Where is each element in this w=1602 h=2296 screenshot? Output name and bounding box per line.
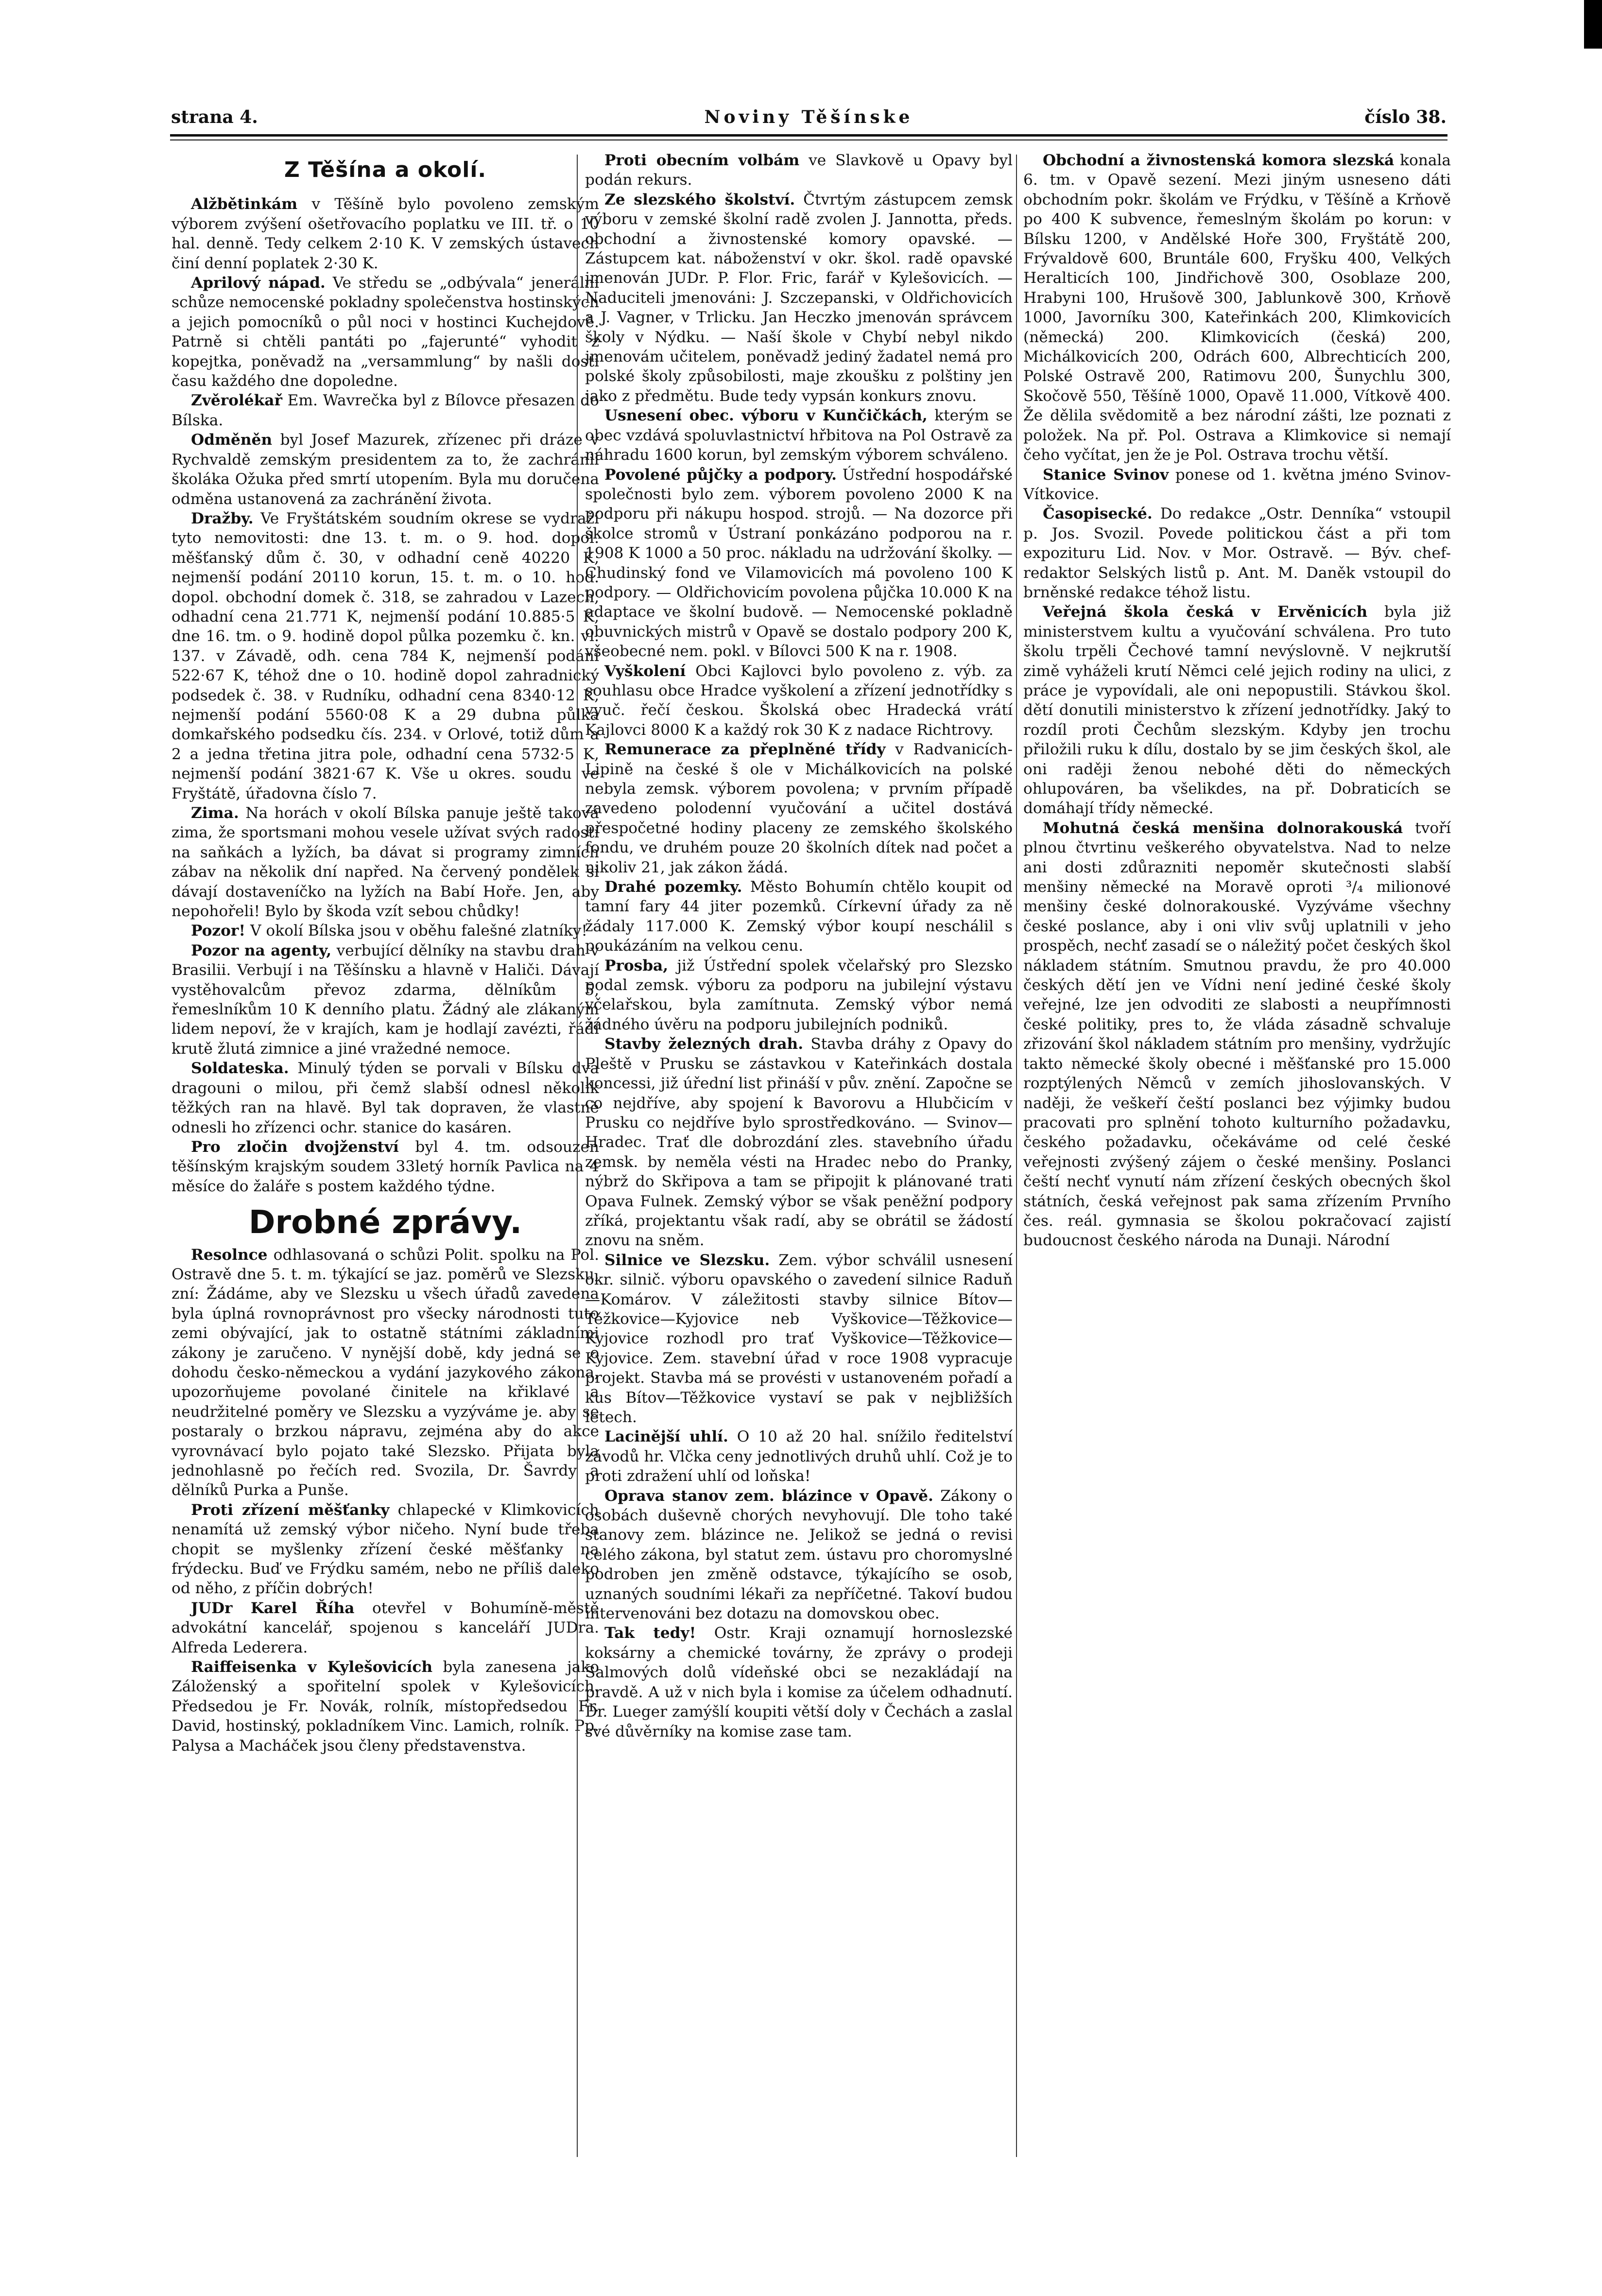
article-body: Zem. výbor schválil usnesení okr. silnič. výboru opavského o zavedení silnice Raduň—Komárov. V záležitosti stavby silnice Bítov—Těžkovice—Kyjovice neb Vyškovice—Těžkovice—Kyjovice rozhodl pro trať Vyškovice—Těžkovice—Kyjovice. Zem. stavební úřad v roce 1908 vypracuje projekt. Stavba má se provésti v ustanoveném pořadí a kus Bítov—Těžkovice vystaví se pak v nejbližších letech. bbox=[585, 1251, 1013, 1426]
section-heading: Drobné zprávy. bbox=[248, 1203, 522, 1241]
article-headline: Mohutná česká menšina dolnorakouská bbox=[1043, 819, 1403, 837]
article-headline: Prosba, bbox=[604, 957, 669, 974]
header-rule-thin bbox=[170, 139, 1447, 140]
article bbox=[585, 1251, 1013, 1427]
article bbox=[172, 509, 599, 803]
article bbox=[172, 1137, 599, 1196]
article-body: chlapecké v Klimkovicích nenamítá už zemský výbor ničeho. Nyní bude třeba chopit se myšlenky zřízení české měšťanky na frýdecku. Buď ve Frýdku samém, nebo ne příliš daleko od něho, z příčin dobrých! bbox=[172, 1501, 599, 1598]
article bbox=[172, 803, 599, 921]
article-body: konala 6. tm. v Opavě sezení. Mezi jiným usneseno dáti obchodním pokr. školám ve Frýdku, v Těšíně a Krňově po 400 K subvence, řemeslným školám po korun: v Bílsku 1200, v Andělské Hoře 300, Fryštátě 200, Frývaldově 600, Bruntále 600, Fryšku 400, Velkých Heralticích 100, Jindřichově 300, Osoblaze 200, Hrabyni 100, Hrušově 300, Jablunkově 300, Krňově 1000, Javorníku 300, Kateřinkách 200, Klimkovicích (německá) 200. Klimkovicích (česká) 200, Michálkovicích 200, Odrách 600, Albrechticích 200, Polské Ostravě 200, Ratimovu 200, Šunychlu 300, Skočově 550, Těšíně 1000, Opavě 11.000, Vítkově 400. Že dělila svědomitě a bez národní zášti, lze poznati z položek. Na př. Pol. Ostrava a Klimkovice si nemají čeho vyčítat, jen že je Pol. Ostrava trochu větší. bbox=[1023, 152, 1451, 464]
article bbox=[172, 273, 599, 391]
article-body: Minulý týden se porvali v Bílsku dva dragouni o milou, při čemž slabší odnesl několik těžkých ran na hlavě. Byl tak dopraven, že vlastně odnesli ho zřízenci ochr. stanice do kasáren. bbox=[172, 1060, 599, 1136]
article bbox=[1023, 818, 1451, 1251]
article bbox=[172, 941, 599, 1059]
article-headline: Stavby železných drah. bbox=[604, 1035, 804, 1053]
article-headline: Proti zřízení měšťanky bbox=[191, 1501, 390, 1519]
article-body: Ústřední hospodářské společnosti bylo zem. výborem povoleno 2000 K na podporu při nákupu hospod. strojů. — Na dozorce při školce stromů v Ústraní ponkázáno podporou na r. 1908 K 1000 a 50 proc. nákladu na udržování školky. — Chudinský fond ve Vilamovicích má povoleno 100 K podpory. — Oldřichovicím povolena půjčka 10.000 K na adaptace ve školní budově. — Nemocenské pokladně obuvnických mistrů v Opavě se dostalo podpory 200 K, všeobecné nem. pokl. v Bílovci 500 K na r. 1908. bbox=[585, 466, 1013, 661]
article-body: Ve Fryštátském soudním okrese se vydraží tyto nemovitosti: dne 13. t. m. o 9. hod. dopol. měšťanský dům č. 30, v odhadní ceně 40220 K, nejmenší podání 20110 korun, 15. t. m. o 10. hod. dopol. obchodní domek č. 318, se zahradou v Lazech, odhadní cena 21.771 K, nejmenší podání 10.885·5 K, dne 16. tm. o 9. hodině dopol půlka pozemku č. kn. vl. 137. v Závadě, odh. cena 784 K, nejmenší podání 522·67 K, téhož dne o 10. hodině dopol zahradnický podsedek č. 38. v Rudníku, odhadní cena 8340·12 K, nejmenší podání 5560·08 K a 29 dubna půlka domkařského podsedku čís. 234. v Orlové, totiž dům a 2 a jedna třetina jitra pole, odhadní cena 5732·5 K, nejmenší podání 3821·67 K. Vše u okres. soudu ve Fryštátě, úřadovna číslo 7. bbox=[172, 509, 599, 802]
article bbox=[585, 740, 1013, 877]
article-headline: Usnesení obec. výboru v Kunčičkách, bbox=[604, 407, 928, 425]
article-body: v Těšíně bylo povoleno zemským výborem zvýšení ošetřovacího poplatku ve III. tř. o 10 hal. denně. Tedy celkem 2·10 K. V zemských ústavech činí denní poplatek 2·30 K. bbox=[172, 195, 599, 272]
article-body: Stavba dráhy z Opavy do Pleště v Prusku se zástavkou v Kateřinkách dostala koncessi, již úřední list přináší v pův. znění. Započne se co nejdříve, aby spojení k Bavorovu a Hlubčicím v Prusku co nejdříve bylo sprostředkováno. — Svinov—Hradec. Trať dle dobrozdání zles. stavebního úřadu zemsk. by neměla vésti na Hradec nebo do Pranky, nýbrž do Skřipova a tam se připojit k plánované trati Opava Fulnek. Zemský výbor se však peněžní podpory zříká, projektantu však radí, aby se obrátil se žádostí znovu na sněm. bbox=[585, 1035, 1013, 1250]
article bbox=[1023, 504, 1451, 602]
article-body: Obci Kajlovci bylo povoleno z. výb. za souhlasu obce Hradce vyškolení a zřízení jednotřídky s vyuč. řečí českou. Školská obec Hradecká vrátí Kajlovci 8000 K a každý rok 30 K z nadace Richtrovy. bbox=[585, 662, 1013, 739]
article-headline: JUDr Karel Říha bbox=[191, 1599, 355, 1617]
article-headline: Resolnce bbox=[191, 1246, 268, 1264]
article-headline: Drahé pozemky. bbox=[604, 878, 742, 896]
article-body: ponese od 1. května jméno Svinov-Vítkovice. bbox=[1023, 466, 1451, 503]
column-divider bbox=[1016, 155, 1017, 2157]
article bbox=[585, 1486, 1013, 1624]
article-body: Čtvrtým zástupcem zemsk výboru v zemské školní radě zvolen J. Jannotta, předs. obchodní a živnostenské komory opavské. — Zástupcem kat. náboženství v okr. škol. radě opavské jmenován JUDr. P. Flor. Fric, farář v Kylešovicích. — Naduciteli jmenováni: J. Szczepanski, v Oldřichovicích a J. Vagner, v Trlicku. Jan Heczko jmenován správcem školy v Nýdku. — Naší škole v Chybí nebyl nikdo jmenovám učitelem, poněvadž jediný žadatel nemá pro polské školy způsobilosti, maje zkoušku z polštiny jen jako z předmětu. Bude tedy vypsán konkurs znovu. bbox=[585, 191, 1013, 405]
article-headline: Silnice ve Slezsku. bbox=[604, 1251, 770, 1269]
article-headline: Časopisecké. bbox=[1043, 505, 1153, 523]
article-body: Em. Wavrečka byl z Bílovce přesazen do Bílska. bbox=[172, 392, 599, 429]
newspaper-title: Noviny Těšínske bbox=[704, 107, 913, 127]
article bbox=[585, 1427, 1013, 1486]
article-headline: Aprilový nápad. bbox=[191, 274, 326, 292]
article bbox=[1023, 602, 1451, 818]
article-body: V okolí Bílska jsou v oběhu falešné zlatníky! bbox=[245, 922, 587, 940]
article bbox=[172, 1245, 599, 1500]
article-body: Město Bohumín chtělo koupit od tamní fary 44 jiter pozemků. Církevní úřady za ně žádaly 117.000 K. Zemský výbor koupí neschálil s poukázáním na velkou cenu. bbox=[585, 878, 1013, 955]
article-headline: Pozor! bbox=[191, 922, 246, 940]
article-body: již Ústřední spolek včelařský pro Slezsko podal zemsk. výboru za podporu na jubilejní výstavu včelařskou, byla zamítnuta. Zemský výbor nemá žádného úvěru na podporu jubilejních podniků. bbox=[585, 957, 1013, 1033]
article bbox=[172, 391, 599, 430]
article-headline: Stanice Svinov bbox=[1043, 466, 1169, 484]
article-headline: Zima. bbox=[191, 804, 239, 822]
article-body: byla zanesena jako Záloženský a spořitelní spolek v Kylešovicích. Předsedou je Fr. Novák, rolník, místopředsedou Fr. David, hostinský, pokladníkem Vinc. Lamich, rolník. Pp. Palysa a Macháček jsou členy představenstva. bbox=[172, 1658, 599, 1755]
article bbox=[585, 661, 1013, 740]
article bbox=[1023, 151, 1451, 465]
scan-edge-mark bbox=[1584, 0, 1602, 49]
article-body: Zákony o osobách duševně chorých nevyhovují. Dle toho také stanovy zem. blázince ne. Jelikož se jedná o revisi celého zákona, byl statut zem. ústavu pro choromyslné podroben jen změně odstavce, týkajícího se osob, uznaných soudními lékaři za nepříčetné. Takoví budou intervenováni bez dotazu na domovskou obec. bbox=[585, 1487, 1013, 1623]
article-headline: Vyškolení bbox=[604, 662, 686, 680]
article bbox=[585, 1623, 1013, 1741]
article bbox=[172, 1657, 599, 1756]
article-headline: Remunerace za přeplněné třídy bbox=[604, 741, 886, 759]
article bbox=[172, 1500, 599, 1599]
article-headline: Pozor na agenty, bbox=[191, 941, 332, 959]
article bbox=[585, 956, 1013, 1035]
article-body: otevřel v Bohumíně-městě advokátní kancelář, spojenou s kanceláří JUDra. Alfreda Lederera. bbox=[172, 1599, 599, 1656]
page-header bbox=[171, 107, 1447, 131]
article-headline: Obchodní a živnostenská komora slezská bbox=[1043, 152, 1395, 169]
article-body: kterým se obec vzdává spoluvlastnictví hřbitova na Pol Ostravě za náhradu 1600 korun, byl zemským výborem schváleno. bbox=[585, 407, 1013, 464]
article-headline: Oprava stanov zem. blázince v Opavě. bbox=[604, 1487, 933, 1505]
column-3 bbox=[1023, 151, 1451, 2143]
header-rule bbox=[170, 134, 1447, 137]
article-body: Ve středu se „odbývala“ jenerální schůze nemocenské pokladny společenstva hostinských a jejich pomocníků o půl noci v hostinci Kuchejdově. Patrně si chtěli pantáti po „fajerunté“ vyhodit z kopejtka, poněvadž na „versammlung“ by našli dosti času každého dne dopoledne. bbox=[172, 274, 599, 390]
article-body: Do redakce „Ostr. Denníka“ vstoupil p. Jos. Svozil. Povede politickou část a při tom expozituru Lid. Nov. v Mor. Ostravě. — Býv. chef-redaktor Selských listů p. Ant. M. Daněk vstoupil do brněnské redakce téhož listu. bbox=[1023, 505, 1451, 601]
article bbox=[172, 1059, 599, 1137]
issue-number: číslo 38. bbox=[1364, 107, 1447, 127]
article bbox=[585, 406, 1013, 465]
article-body: Ostr. Kraji oznamují hornoslezské koksárny a chemické továrny, že zprávy o prodeji Salmových dolů vídeňské obci se nezakládají na pravdě. A už v nich byla i komise za účelem odhadnutí. Dr. Lueger zamýšlí koupiti větší doly v Čechách a zaslal své důvěrníky na komise zase tam. bbox=[585, 1624, 1013, 1740]
article-body: byl Josef Mazurek, zřízenec při dráze v Rychvaldě zemským presidentem za to, že zachránil školáka Ožuka před smrtí utopením. Byla mu doručena odměna ustanovená za zachránění života. bbox=[172, 431, 599, 508]
article-body: byl 4. tm. odsouzen těšínským krajským soudem 33letý horník Pavlica na 4 měsíce do žaláře s postem každého týdne. bbox=[172, 1138, 599, 1195]
article-headline: Alžbětinkám bbox=[191, 195, 298, 213]
article bbox=[172, 921, 599, 940]
article-headline: Soldateska. bbox=[191, 1060, 289, 1078]
article-body: byla již ministerstvem kultu a vyučování schválena. Pro tuto školu trpěli Čechové tamní nevýslovně. V nejkrutší zimě vyháželi krutí Němci celé jejich rodiny na ulici, z práce je vypovídali, ale oni nepopustili. Stávkou škol. dětí donutili ministerstvo k zřízení jednotřídky. Jaký to rozdíl proti Čechům slezským. Kdyby jen trochu přiložili ruku k dílu, dostalo by se jim českých škol, ale oni raději ženou nebohé děti do německých ohlupováren, ba všelikdes, na př. Dobraticích se domáhají třídy německé. bbox=[1023, 603, 1451, 818]
article bbox=[585, 190, 1013, 406]
article-body: odhlasovaná o schůzi Polit. spolku na Pol. Ostravě dne 5. t. m. týkající se jaz. poměrů ve Slezsku, zní: Žádáme, aby ve Slezsku u všech úřadů zavedena byla úplná rovnoprávnost pro všecky národnosti tuto zemi obývající, jak to ostatně státními základními zákony je zaručeno. V nynější době, kdy jedná se o dohodu česko-německou a vydání jazykového zákona, upozorňujeme povolané činitele na křiklavé a neudržitelné poměry ve Slezsku a vyzýváme je. aby se postaraly o brzkou nápravu, zejména aby do akce vyrovnávací bylo pojato také Slezsko. Přijata byla jednohlasně po řečích red. Svozila, Dr. Šavrdy a dělníků Purka a Punše. bbox=[172, 1246, 599, 1499]
column-divider bbox=[577, 155, 578, 2157]
article bbox=[585, 465, 1013, 661]
page-number: strana 4. bbox=[171, 107, 258, 127]
article-headline: Lacinější uhlí. bbox=[604, 1428, 728, 1446]
article-body: ve Slavkově u Opavy byl podán rekurs. bbox=[585, 152, 1013, 189]
article-headline: Raiffeisenka v Kylešovicích bbox=[191, 1658, 433, 1676]
article-headline: Ze slezského školství. bbox=[604, 191, 795, 209]
article-headline: Proti obecním volbám bbox=[604, 152, 800, 169]
column-1 bbox=[172, 151, 599, 2192]
article-headline: Tak tedy! bbox=[604, 1624, 696, 1642]
article-headline: Veřejná škola česká v Ervěnicích bbox=[1043, 603, 1368, 621]
article-body: O 10 až 20 hal. snížilo ředitelství závodů hr. Vlčka ceny jednotlivých druhů uhlí. Což je to proti zdražení uhlí od loňska! bbox=[585, 1428, 1013, 1485]
article bbox=[172, 430, 599, 509]
article bbox=[585, 1034, 1013, 1250]
article bbox=[172, 194, 599, 273]
article-headline: Zvěrolékař bbox=[191, 392, 282, 410]
section-heading: Z Těšína a okolí. bbox=[284, 157, 487, 182]
article-body: tvoří plnou čtvrtinu veškerého obyvatelstva. Nad to nelze ani dosti zdůrazniti nepoměr skutečnosti slabší menšiny německé na Moravě oproti ³/₄ milionové menšiny české dolnorakouské. Vyzýváme všechny české poslance, aby i oni vliv svůj uplatnili v jeho prospěch, nechť zasadí se o náležitý počet českých škol nákladem státním. Smutnou pravdu, že pro 40.000 českých dětí jen ve Vídni není jediné české školy veřejné, lze jen odvoditi ze slabosti a neupřímnosti české politiky, pres to, že vláda zásadně schvaluje zřizování škol nákladem státním pro menšiny, vydržujíc takto německé školy obecné i měšťanské pro 15.000 rozptýlených Němců v zemích jihoslovanských. V naději, že veškeří čeští poslanci bez výjimky budou pracovati pro splnění tohoto kulturního požadavku, českého požadavku, očekáváme od celé české veřejnosti zvýšený zájem o české menšiny. Poslanci čeští nechť vynutí nám zřízení českých obecných škol státních, česká veřejnost pak sama zřízením Prvního čes. reál. gymnasia se školou pokračovací zajistí budoucnost českého národa na Dunaji. Národní bbox=[1023, 819, 1451, 1250]
article-body: v Radvanicích-Lipině na české š ole v Michálkovicích na polské nebyla zemsk. výborem povolena; v prvním případě zavedeno polodenní vyučování a učitel dostává přespočetné hodiny placeny ze zemského školského fondu, ve druhém pouze 20 školních dítek nad počet a nikoliv 21, jak zákon žádá. bbox=[585, 741, 1013, 876]
article-headline: Dražby. bbox=[191, 509, 254, 527]
article bbox=[585, 877, 1013, 956]
article bbox=[585, 151, 1013, 190]
article-headline: Pro zločin dvojženství bbox=[191, 1138, 399, 1156]
article-headline: Povolené půjčky a podpory. bbox=[604, 466, 837, 484]
article bbox=[172, 1599, 599, 1657]
column-2 bbox=[585, 151, 1013, 2143]
article bbox=[1023, 465, 1451, 504]
article-headline: Odměněn bbox=[191, 431, 273, 449]
article-body: Na horách v okolí Bílska panuje ještě taková zima, že sportsmani mohou vesele užívat svých radostí na saňkách a lyžích, ba dávat si programy zimních zábav na několik dní napřed. Na červený pondělek si dávají dostaveníčko na lyžích na Babí Hoře. Jen, aby nepohořeli! Bylo by škoda vzít sebou chůdky! bbox=[172, 804, 599, 921]
article-body: verbující dělníky na stavbu drah v Brasilii. Verbují i na Těšínsku a hlavně v Haliči. Dávají vystěhovalcům převoz zdarma, dělníkům 5, řemeslníkům 10 K denního platu. Žádný ale zlákaným lidem nepoví, že v krajích, kam je hodlají zavézti, řádí krutě žlutá zimnice a jiné vražedné nemoce. bbox=[172, 941, 599, 1058]
